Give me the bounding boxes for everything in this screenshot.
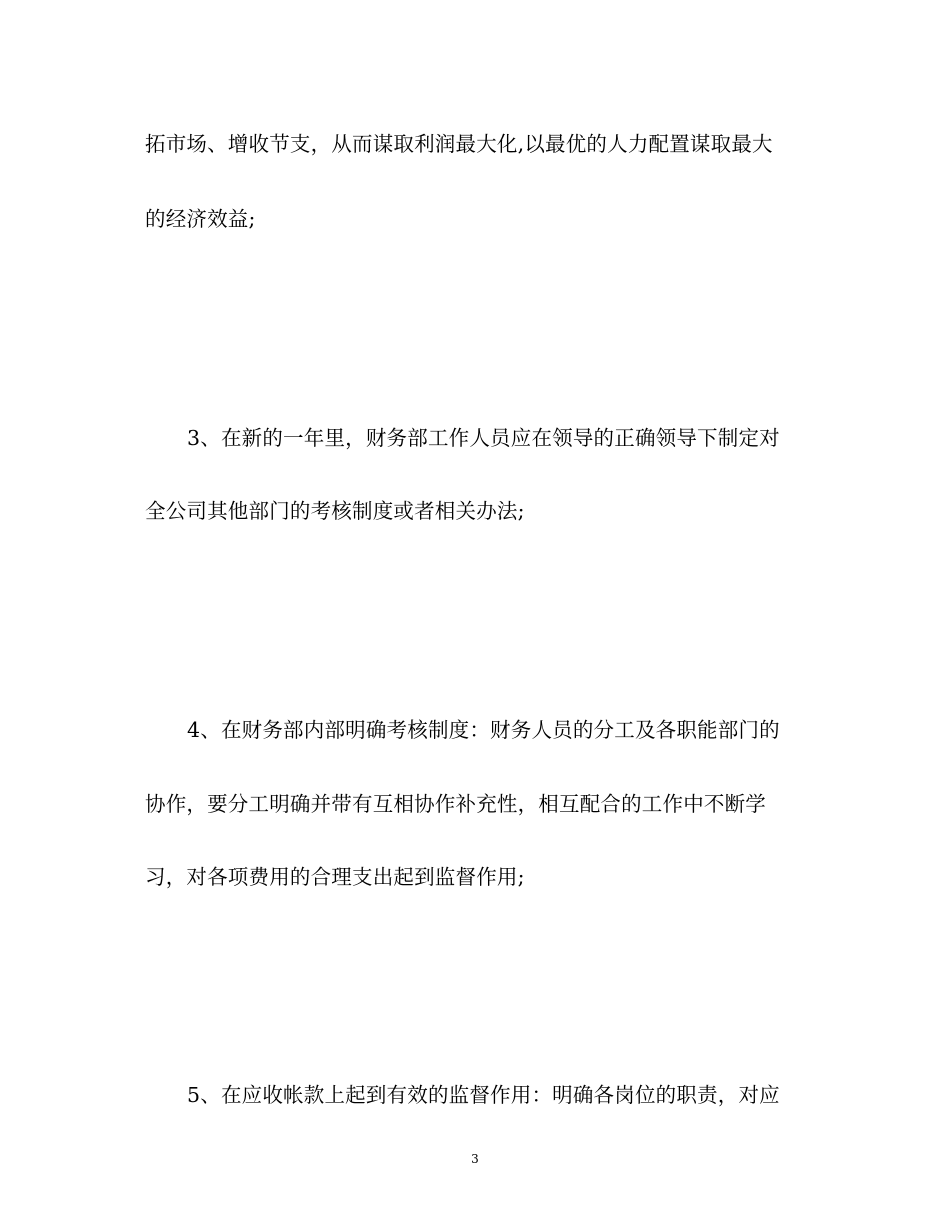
paragraph-line: 5、在应收帐款上起到有效的监督作用：明确各岗位的职责，对应 [187, 1083, 780, 1107]
paragraph-line: 的经济效益; [145, 207, 256, 231]
paragraph-line: 3、在新的一年里，财务部工作人员应在领导的正确领导下制定对 [187, 426, 780, 450]
paragraph-line: 习，对各项费用的合理支出起到监督作用; [145, 865, 525, 889]
paragraph-line: 协作，要分工明确并带有互相协作补充性，相互配合的工作中不断学 [145, 792, 766, 816]
paragraph-line: 全公司其他部门的考核制度或者相关办法; [145, 499, 525, 523]
paragraph-line: 拓市场、增收节支，从而谋取利润最大化,以最优的人力配置谋取最大 [145, 132, 773, 156]
page-number: 3 [471, 1152, 479, 1166]
paragraph-line: 4、在财务部内部明确考核制度：财务人员的分工及各职能部门的 [187, 718, 780, 742]
